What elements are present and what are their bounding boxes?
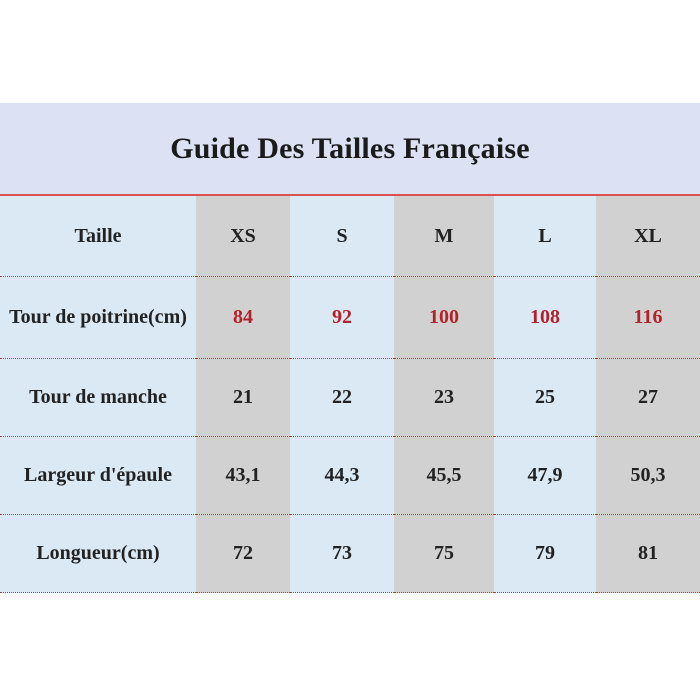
row-label: Tour de manche [0, 359, 196, 437]
table-row-sleeve [0, 359, 700, 437]
table-row-chest [0, 277, 700, 359]
table-cell: 73 [290, 515, 394, 593]
table-cell: 45,5 [394, 437, 494, 515]
table-cell: 79 [494, 515, 596, 593]
table-cell: 108 [494, 277, 596, 359]
size-header: XL [596, 196, 700, 277]
table-cell: 22 [290, 359, 394, 437]
title-bar [0, 103, 700, 196]
row-label: Tour de poitrine(cm) [0, 277, 196, 359]
row-label: Largeur d'épaule [0, 437, 196, 515]
row-label: Longueur(cm) [0, 515, 196, 593]
table-row-shoulder [0, 437, 700, 515]
size-header: M [394, 196, 494, 277]
table-cell: 23 [394, 359, 494, 437]
table-cell: 25 [494, 359, 596, 437]
table-row-size [0, 196, 700, 277]
table-cell: 116 [596, 277, 700, 359]
table-cell: 50,3 [596, 437, 700, 515]
table-cell: 47,9 [494, 437, 596, 515]
size-table [0, 196, 700, 593]
table-cell: 27 [596, 359, 700, 437]
table-row-length [0, 515, 700, 593]
table-cell: 44,3 [290, 437, 394, 515]
size-header: XS [196, 196, 290, 277]
table-cell: 81 [596, 515, 700, 593]
table-cell: 92 [290, 277, 394, 359]
size-header: S [290, 196, 394, 277]
table-cell: 75 [394, 515, 494, 593]
row-label: Taille [0, 196, 196, 277]
size-header: L [494, 196, 596, 277]
table-cell: 84 [196, 277, 290, 359]
table-cell: 72 [196, 515, 290, 593]
table-cell: 21 [196, 359, 290, 437]
table-cell: 43,1 [196, 437, 290, 515]
size-guide [0, 103, 700, 593]
table-cell: 100 [394, 277, 494, 359]
page-title: Guide Des Tailles Française [170, 131, 530, 165]
